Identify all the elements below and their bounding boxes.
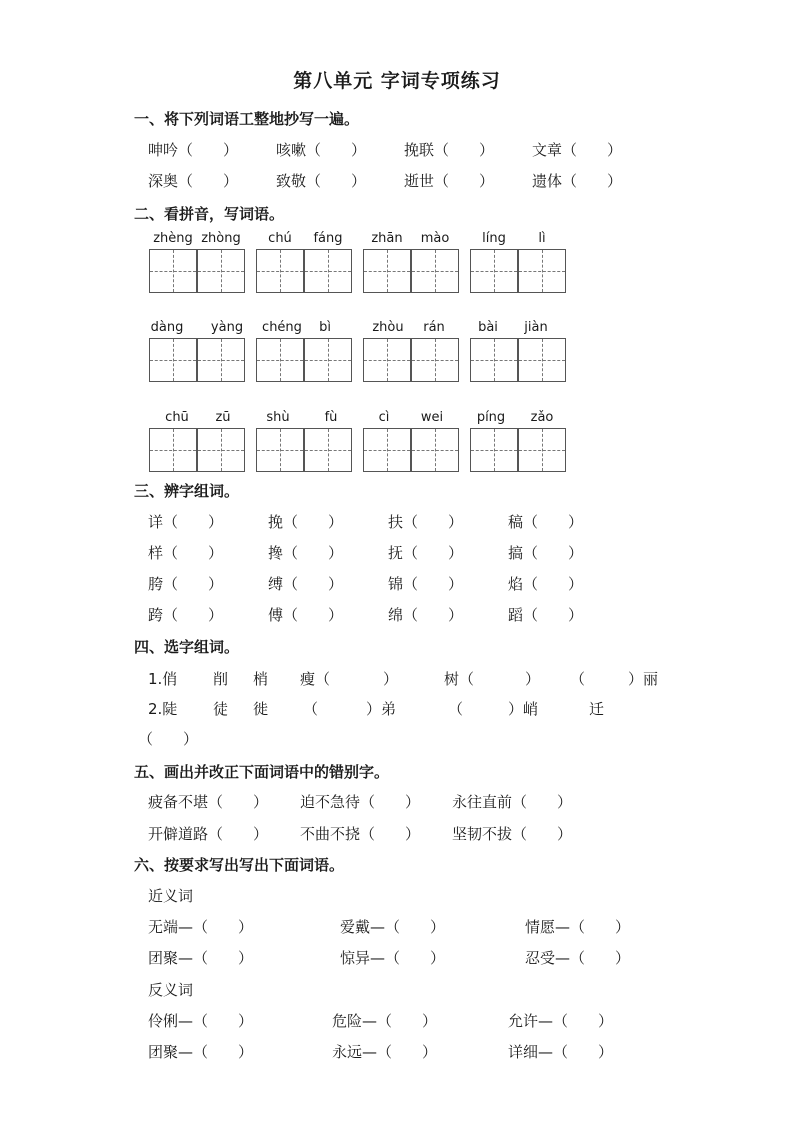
s5-item: 不曲不挠（ ） — [300, 825, 421, 843]
writing-grid-cell[interactable] — [518, 338, 566, 382]
s3-item: 缚（ ） — [268, 575, 344, 593]
pinyin-label: chéng — [262, 320, 302, 335]
writing-grid-cell[interactable] — [411, 428, 459, 472]
writing-grid-cell[interactable] — [363, 428, 411, 472]
pinyin-label: chū — [165, 410, 189, 425]
s3-item: 跨（ ） — [148, 606, 224, 624]
pinyin-label: fáng — [313, 231, 343, 246]
s4-token: 削 — [213, 670, 229, 688]
pinyin-label: zhòu — [372, 320, 404, 335]
pinyin-label: bì — [319, 320, 331, 335]
s6-item: 爱戴—（ ） — [340, 918, 446, 936]
s5-item: 疲备不堪（ ） — [148, 793, 269, 811]
s1-item: 深奥（ ） — [148, 172, 239, 190]
s3-item: 挽（ ） — [268, 513, 344, 531]
s4-token: （ — [303, 700, 319, 718]
writing-grid-cell[interactable] — [197, 428, 245, 472]
pinyin-label: chú — [268, 231, 292, 246]
synonym-label: 近义词 — [148, 887, 194, 905]
writing-grid-cell[interactable] — [304, 338, 352, 382]
s4-token: ）峭 — [508, 700, 539, 718]
pinyin-label: líng — [482, 231, 506, 246]
s4-token: 瘦（ — [300, 670, 331, 688]
s3-item: 详（ ） — [148, 513, 224, 531]
pinyin-label: jiàn — [524, 320, 548, 335]
pinyin-label: shù — [266, 410, 290, 425]
s3-item: 搀（ ） — [268, 544, 344, 562]
s6-item: 惊异—（ ） — [340, 949, 446, 967]
writing-grid-cell[interactable] — [256, 428, 304, 472]
s1-item: 致敬（ ） — [276, 172, 367, 190]
pinyin-label: dàng — [150, 320, 184, 335]
writing-grid-cell[interactable] — [149, 249, 197, 293]
s1-item: 逝世（ ） — [404, 172, 495, 190]
page-title: 第八单元 字词专项练习 — [293, 70, 501, 92]
s3-item: 样（ ） — [148, 544, 224, 562]
s6-item: 永远—（ ） — [332, 1043, 438, 1061]
writing-grid-cell[interactable] — [197, 338, 245, 382]
s1-item: 遗体（ ） — [532, 172, 623, 190]
s4-token: 徙 — [253, 700, 269, 718]
s4-token: （ — [448, 700, 464, 718]
s3-item: 胯（ ） — [148, 575, 224, 593]
s3-item: 稿（ ） — [508, 513, 584, 531]
writing-grid-cell[interactable] — [518, 249, 566, 293]
section-4-heading: 四、选字组词。 — [134, 638, 240, 656]
s1-item: 挽联（ ） — [404, 141, 495, 159]
s1-item: 呻吟（ ） — [148, 141, 239, 159]
section-3-heading: 三、辨字组词。 — [134, 482, 240, 500]
writing-grid-cell[interactable] — [256, 249, 304, 293]
s6-item: 团聚—（ ） — [148, 1043, 254, 1061]
s3-item: 搞（ ） — [508, 544, 584, 562]
s6-item: 忍受—（ ） — [525, 949, 631, 967]
pinyin-label: zhòng — [201, 231, 241, 246]
s3-item: 绵（ ） — [388, 606, 464, 624]
writing-grid-cell[interactable] — [411, 338, 459, 382]
s4-token: 徒 — [213, 700, 229, 718]
pinyin-label: zū — [215, 410, 231, 425]
writing-grid-cell[interactable] — [149, 428, 197, 472]
writing-grid-cell[interactable] — [363, 338, 411, 382]
antonym-label: 反义词 — [148, 981, 194, 999]
s6-item: 详细—（ ） — [508, 1043, 614, 1061]
pinyin-label: yàng — [210, 320, 244, 335]
s4-token: ）弟 — [366, 700, 397, 718]
s4-token: ）丽 — [628, 670, 659, 688]
s3-item: 锦（ ） — [388, 575, 464, 593]
s5-item: 迫不急待（ ） — [300, 793, 421, 811]
s4-token: 2.陡 — [148, 700, 178, 718]
s6-item: 无端—（ ） — [148, 918, 254, 936]
s4-token: （ ） — [138, 730, 199, 748]
writing-grid-cell[interactable] — [470, 338, 518, 382]
s5-item: 永往直前（ ） — [452, 793, 573, 811]
pinyin-label: zǎo — [530, 410, 554, 425]
pinyin-label: cì — [378, 410, 390, 425]
s1-item: 咳嗽（ ） — [276, 141, 367, 159]
section-1-heading: 一、将下列词语工整地抄写一遍。 — [134, 110, 360, 128]
section-5-heading: 五、画出并改正下面词语中的错别字。 — [134, 763, 390, 781]
s3-item: 焰（ ） — [508, 575, 584, 593]
s6-item: 危险—（ ） — [332, 1012, 438, 1030]
pinyin-label: rán — [423, 320, 445, 335]
s5-item: 开僻道路（ ） — [148, 825, 269, 843]
section-6-heading: 六、按要求写出写出下面词语。 — [134, 856, 345, 874]
pinyin-label: bài — [478, 320, 498, 335]
writing-grid-cell[interactable] — [411, 249, 459, 293]
s4-token: （ — [570, 670, 586, 688]
writing-grid-cell[interactable] — [363, 249, 411, 293]
s4-token: ） — [525, 670, 541, 688]
s5-item: 坚韧不拔（ ） — [452, 825, 573, 843]
writing-grid-cell[interactable] — [470, 428, 518, 472]
s3-item: 抚（ ） — [388, 544, 464, 562]
pinyin-label: fù — [324, 410, 338, 425]
pinyin-label: mào — [420, 231, 450, 246]
s4-token: 树（ — [444, 670, 475, 688]
s6-item: 伶俐—（ ） — [148, 1012, 254, 1030]
s6-item: 情愿—（ ） — [525, 918, 631, 936]
writing-grid-cell[interactable] — [304, 428, 352, 472]
pinyin-label: píng — [476, 410, 506, 425]
s4-token: 梢 — [253, 670, 269, 688]
writing-grid-cell[interactable] — [197, 249, 245, 293]
pinyin-label: wei — [420, 410, 444, 425]
writing-grid-cell[interactable] — [518, 428, 566, 472]
s3-item: 傅（ ） — [268, 606, 344, 624]
pinyin-label: lì — [538, 231, 546, 246]
s6-item: 团聚—（ ） — [148, 949, 254, 967]
s4-token: 1.俏 — [148, 670, 178, 688]
s3-item: 扶（ ） — [388, 513, 464, 531]
writing-grid-cell[interactable] — [256, 338, 304, 382]
section-2-heading: 二、看拼音，写词语。 — [134, 205, 285, 223]
writing-grid-cell[interactable] — [470, 249, 518, 293]
pinyin-label: zhèng — [153, 231, 193, 246]
s3-item: 蹈（ ） — [508, 606, 584, 624]
pinyin-label: zhān — [371, 231, 403, 246]
s4-token: 迁 — [589, 700, 605, 718]
s1-item: 文章（ ） — [532, 141, 623, 159]
writing-grid-cell[interactable] — [149, 338, 197, 382]
s4-token: ） — [383, 670, 399, 688]
writing-grid-cell[interactable] — [304, 249, 352, 293]
s6-item: 允许—（ ） — [508, 1012, 614, 1030]
